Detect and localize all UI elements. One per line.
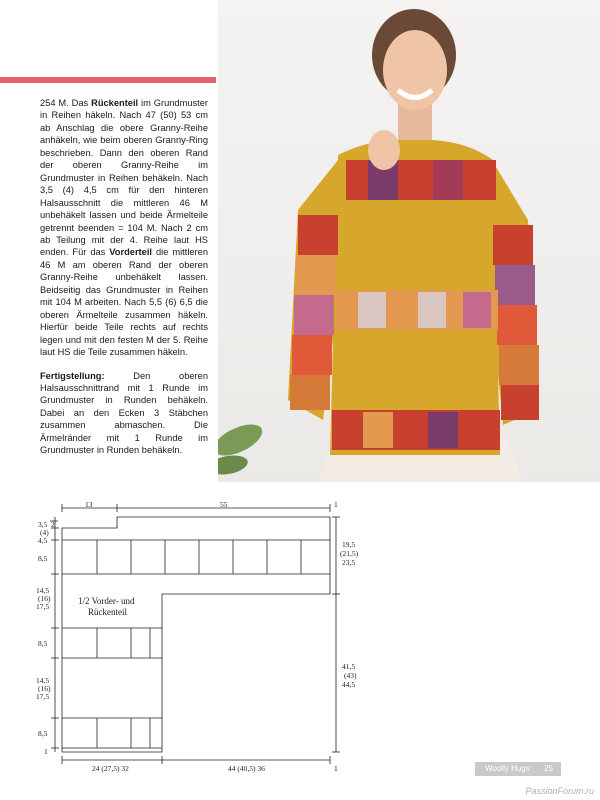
dim-left-1c: 4,5 xyxy=(38,536,48,545)
term-back-piece: Rückenteil xyxy=(91,98,139,108)
dim-bottom-edge: 1 xyxy=(334,764,338,773)
paragraph-back-front xyxy=(40,97,208,359)
dim-body-3: 44,5 xyxy=(342,680,356,689)
text-run: im Grundmuster in Reihen häkeln. Nach 47 (50) 53 cm ab Anschlag die obere Granny-Reihe anhäkeln, wie beim oberen Granny-Ring beschrieben. Dann den oberen Rand der oberen Granny-Reihe im Grundmuster in Reihen behäkeln. Nach 3,5 (4) 4,5 cm für den hinteren Halsausschnitt die mittleren 46 M unbehäkelt lassen und beide Ärmelteile getrennt beenden = 104 M. Nach 2 cm ab Teilung mit der 4. Reihe laut HS enden. Für das xyxy=(40,98,209,258)
dim-left-5: 14,5 xyxy=(36,676,50,685)
dim-neck: 13 xyxy=(85,500,93,509)
dim-bottom-right: 44 (40,5) 36 xyxy=(228,764,265,773)
watermark: PassionForum.ru xyxy=(525,786,594,796)
dim-left-4: 8,5 xyxy=(38,639,48,648)
text-run: 254 M. Das xyxy=(40,98,92,108)
dim-sleeve-3: 23,5 xyxy=(342,558,356,567)
dim-left-7: 1 xyxy=(44,747,48,756)
instructions-text xyxy=(40,97,208,457)
text-run: Den oberen Halsausschnittrand mit 1 Runde im Grundmuster in Runden behäkeln. Dabei an den Ecken 3 Stäbchen zusammen abmaschen. Die Ärmelränder mit 1 Runde im Grundmuster in Runden behäkeln. xyxy=(40,370,208,456)
dim-sleeve-2: (21,5) xyxy=(340,549,359,558)
dim-left-5c: 17,5 xyxy=(36,692,50,701)
dim-left-1b: (4) xyxy=(40,528,49,537)
dim-left-5b: (16) xyxy=(38,684,51,693)
dim-shoulder: 55 xyxy=(220,500,228,509)
sweater-schematic xyxy=(0,490,600,780)
paragraph-finishing xyxy=(40,370,208,457)
dim-bottom-left: 24 (27,5) 32 xyxy=(92,764,129,773)
schematic-diagram xyxy=(0,490,600,780)
model-photo xyxy=(218,0,600,482)
dim-left-3: 14,5 xyxy=(36,586,50,595)
term-finishing: Fertigstellung: xyxy=(40,370,105,381)
dim-left-6: 8,5 xyxy=(38,729,48,738)
dim-left-1: 3,5 xyxy=(38,520,48,529)
diagram-title-line2: Rückenteil xyxy=(88,607,127,617)
diagram-title-line1: 1/2 Vorder- und xyxy=(78,596,135,606)
dim-left-2: 8,5 xyxy=(38,554,48,563)
accent-bar xyxy=(0,77,216,83)
dim-left-3c: 17,5 xyxy=(36,602,50,611)
dim-small-marker: 2 xyxy=(51,520,55,529)
footer-brand: Woolly Hugs xyxy=(485,764,530,773)
dim-sleeve-1: 19,5 xyxy=(342,540,356,549)
dim-top-right: 1 xyxy=(334,500,338,509)
text-run: die mittleren 46 M am oberen Rand der oberen Granny-Reihe unbehäkelt lassen. Beidseitig das Grundmuster in Reihen mit 104 M arbeiten. Nach 5,5 (6) 6,5 die oberen Ärmelteile zusammen häkeln. Hierfür beide Teile rechts auf rechts legen und mit den festen M der 5. Reihe laut HS die Teile zusammen häkeln. xyxy=(40,247,208,358)
page-footer-badge xyxy=(475,762,561,776)
dim-body-1: 41,5 xyxy=(342,662,356,671)
model-illustration xyxy=(218,0,600,482)
dim-body-2: (43) xyxy=(344,671,357,680)
dim-left-3b: (16) xyxy=(38,594,51,603)
term-front-piece: Vorderteil xyxy=(109,247,152,258)
page-number: 25 xyxy=(544,764,553,773)
